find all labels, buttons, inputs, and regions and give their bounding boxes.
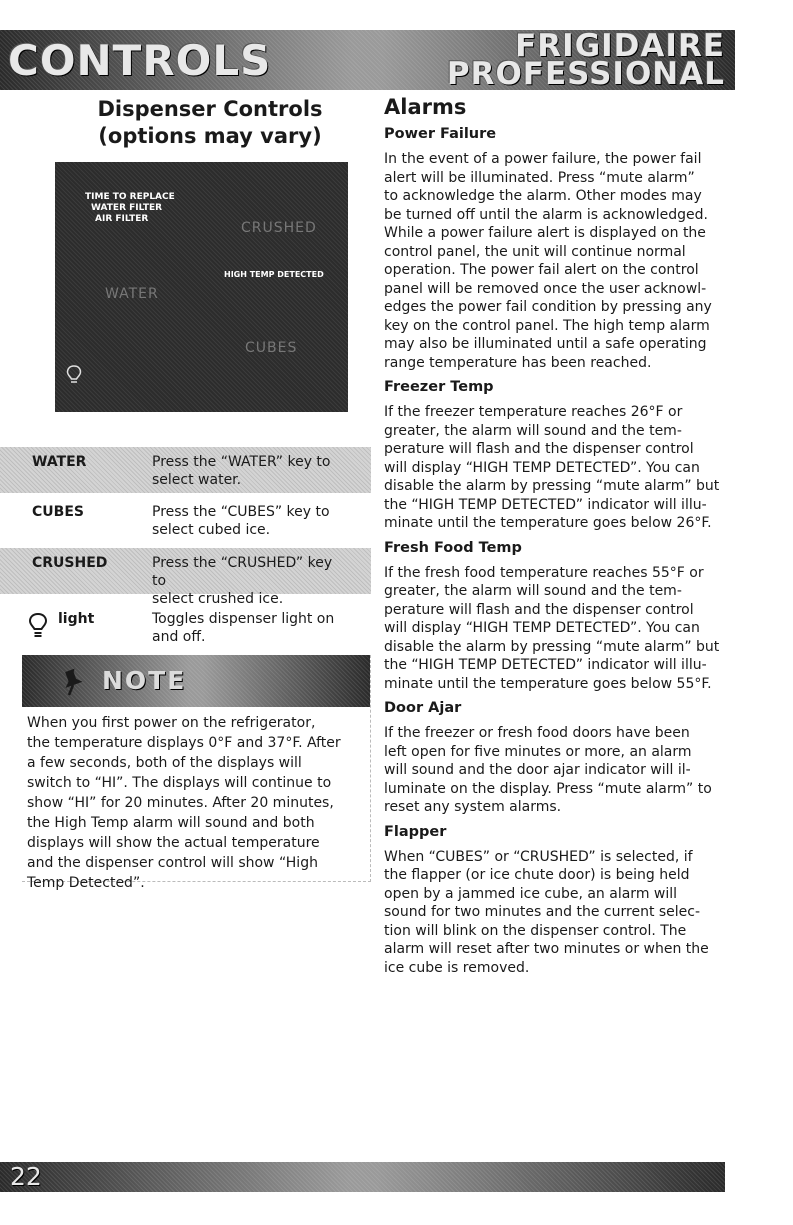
key-name-water: WATER — [32, 454, 87, 470]
desc-line: Press the “WATER” key to — [152, 454, 331, 470]
note-line: a few seconds, both of the displays will — [27, 755, 302, 771]
section-body-flapper — [384, 848, 729, 978]
alarms-column — [384, 95, 729, 984]
desc-line: select cubed ice. — [152, 522, 271, 538]
dispenser-panel-image — [55, 162, 348, 412]
text-line: panel will be removed once the user acknowl- — [384, 280, 707, 297]
panel-filter-line3: AIR FILTER — [95, 214, 149, 224]
text-line: reset any system alarms. — [384, 799, 562, 815]
heading-line1: Dispenser Controls — [97, 97, 323, 121]
text-line: In the event of a power failure, the power fail — [384, 151, 702, 167]
section-title-fresh-food-temp: Fresh Food Temp — [384, 539, 522, 556]
text-line: will display “HIGH TEMP DETECTED”. You can — [384, 459, 700, 476]
section-body-fresh-food-temp — [384, 564, 729, 694]
text-line: sound for two minutes and the current selec- — [384, 904, 701, 920]
text-line: minate until the temperature goes below 55°F. — [384, 675, 712, 692]
section-title-flapper: Flapper — [384, 823, 447, 840]
alarms-heading: Alarms — [384, 95, 467, 119]
section-title-freezer-temp: Freezer Temp — [384, 379, 494, 395]
desc-line: Press the “CRUSHED” key to — [152, 555, 333, 589]
text-line: alarm will reset after two minutes or when the — [384, 941, 709, 957]
heading-line2: (options may vary) — [98, 124, 322, 148]
text-line: will display “HIGH TEMP DETECTED”. You can — [384, 620, 700, 636]
section-title-power-failure: Power Failure — [384, 126, 497, 142]
section-body-power-failure — [384, 150, 729, 372]
desc-line: select water. — [152, 472, 242, 488]
key-row-cubes — [0, 503, 371, 543]
text-line: alert will be illuminated. Press “mute alarm” — [384, 169, 695, 186]
key-name-crushed: CRUSHED — [32, 555, 108, 571]
section-body-freezer-temp — [384, 403, 729, 533]
text-line: minate until the temperature goes below 26°F. — [384, 515, 712, 531]
note-line: the temperature displays 0°F and 37°F. After — [27, 735, 341, 751]
key-row-water — [0, 447, 371, 493]
text-line: be turned off until the alarm is acknowledged. — [384, 206, 708, 223]
key-name-cubes: CUBES — [32, 504, 84, 520]
key-desc-light — [152, 610, 342, 646]
key-row-crushed — [0, 548, 371, 607]
light-bulb-icon — [66, 364, 82, 386]
text-line: When “CUBES” or “CRUSHED” is selected, if — [384, 848, 693, 865]
key-desc-water — [152, 453, 342, 489]
text-line: will sound and the door ajar indicator will il- — [384, 762, 691, 778]
key-name-light: light — [58, 611, 95, 627]
panel-cubes-key: CUBES — [245, 340, 298, 356]
text-line: the “HIGH TEMP DETECTED” indicator will illu- — [384, 496, 707, 513]
desc-line: select crushed ice. — [152, 591, 284, 607]
text-line: luminate on the display. Press “mute alarm” to — [384, 780, 712, 797]
page-number: 22 — [10, 1162, 42, 1191]
note-body — [27, 713, 362, 893]
brand-name-line2: PROFESSIONAL — [446, 56, 725, 92]
text-line: ice cube is removed. — [384, 959, 530, 976]
note-box — [22, 655, 371, 891]
light-bulb-icon — [28, 612, 48, 638]
note-line: displays will show the actual temperature — [27, 835, 320, 851]
text-line: greater, the alarm will sound and the tem- — [384, 422, 682, 439]
text-line: range temperature has been reached. — [384, 354, 652, 371]
text-line: perature will flash and the dispenser control — [384, 601, 694, 618]
note-line: When you first power on the refrigerator, — [27, 715, 316, 731]
panel-filter-line1: TIME TO REPLACE — [85, 192, 175, 202]
text-line: operation. The power fail alert on the control — [384, 262, 699, 278]
desc-line: Toggles dispenser light on — [152, 611, 335, 627]
desc-line: and off. — [152, 629, 206, 645]
note-banner — [22, 655, 370, 707]
push-pin-icon — [60, 667, 86, 697]
panel-high-temp-indicator: HIGH TEMP DETECTED — [224, 270, 324, 279]
footer-bar — [0, 1162, 725, 1192]
text-line: If the freezer temperature reaches 26°F or — [384, 404, 683, 420]
key-row-light — [0, 610, 371, 650]
key-desc-crushed — [152, 554, 342, 608]
note-line: show “HI” for 20 minutes. After 20 minutes, — [27, 795, 334, 811]
text-line: the “HIGH TEMP DETECTED” indicator will illu- — [384, 657, 707, 673]
section-title: CONTROLS — [8, 36, 272, 85]
note-line: and the dispenser control will show “High — [27, 855, 318, 871]
text-line: While a power failure alert is displayed on the — [384, 225, 706, 241]
note-title: NOTE — [102, 666, 187, 695]
dispenser-controls-heading — [85, 96, 335, 150]
text-line: perature will flash and the dispenser control — [384, 441, 694, 457]
panel-crushed-key: CRUSHED — [241, 220, 317, 236]
text-line: the flapper (or ice chute door) is being held — [384, 867, 690, 883]
note-line: Temp Detected”. — [27, 875, 145, 891]
panel-water-key: WATER — [105, 286, 159, 302]
panel-filter-line2: WATER FILTER — [91, 203, 163, 213]
text-line: disable the alarm by pressing “mute alarm” but — [384, 478, 720, 494]
text-line: If the fresh food temperature reaches 55°F or — [384, 564, 704, 581]
text-line: may also be illuminated until a safe operating — [384, 336, 707, 352]
key-desc-cubes — [152, 503, 342, 539]
text-line: control panel, the unit will continue normal — [384, 243, 686, 260]
text-line: greater, the alarm will sound and the tem- — [384, 583, 682, 599]
note-line: the High Temp alarm will sound and both — [27, 815, 315, 831]
text-line: tion will blink on the dispenser control. The — [384, 922, 687, 939]
text-line: disable the alarm by pressing “mute alarm” but — [384, 638, 720, 655]
section-body-door-ajar — [384, 724, 729, 817]
text-line: to acknowledge the alarm. Other modes may — [384, 188, 702, 204]
text-line: If the freezer or fresh food doors have been — [384, 725, 690, 741]
section-title-door-ajar: Door Ajar — [384, 700, 462, 716]
text-line: key on the control panel. The high temp alarm — [384, 317, 710, 334]
text-line: edges the power fail condition by pressing any — [384, 299, 712, 315]
header-banner — [0, 30, 735, 90]
text-line: open by a jammed ice cube, an alarm will — [384, 885, 678, 902]
note-line: switch to “HI”. The displays will continue to — [27, 775, 332, 791]
brand-name-line1: FRIGIDAIRE — [515, 28, 725, 64]
text-line: left open for five minutes or more, an alarm — [384, 743, 692, 760]
desc-line: Press the “CUBES” key to — [152, 504, 330, 520]
